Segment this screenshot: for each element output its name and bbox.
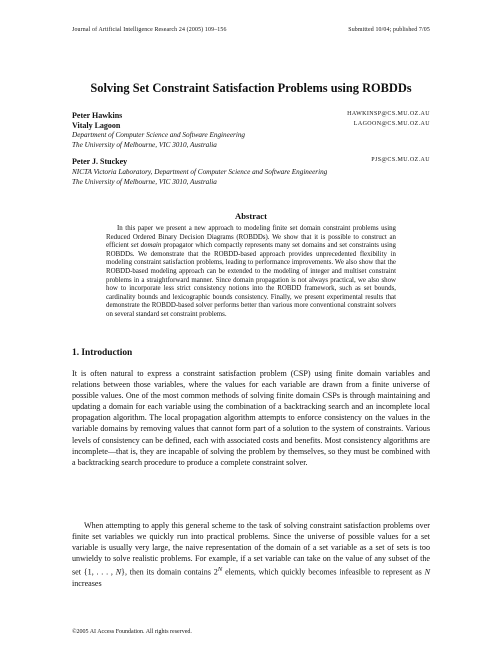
author-name: Peter Hawkins bbox=[72, 111, 123, 120]
author-email: HAWKINSP@CS.MU.OZ.AU bbox=[347, 111, 430, 117]
author-name: Peter J. Stuckey bbox=[72, 157, 128, 166]
affiliation-1-line-1: Department of Computer Science and Software Engineering bbox=[72, 131, 246, 139]
author-3 bbox=[72, 157, 430, 166]
author-name: Vitaly Lagoon bbox=[72, 121, 121, 130]
affiliation-2-line-1: NICTA Victoria Laboratory, Department of Computer Science and Software Engineering bbox=[72, 168, 328, 176]
author-email: LAGOON@CS.MU.OZ.AU bbox=[353, 121, 430, 127]
author-1 bbox=[72, 111, 430, 120]
section-heading: 1. Introduction bbox=[72, 348, 133, 358]
affiliation-2-line-2: The University of Melbourne, VIC 3010, Australia bbox=[72, 178, 217, 186]
abstract-heading: Abstract bbox=[235, 211, 267, 221]
copyright-footer: ©2005 AI Access Foundation. All rights reserved. bbox=[72, 629, 192, 635]
author-email: PJS@CS.MU.OZ.AU bbox=[371, 157, 430, 163]
paragraph-2: When attempting to apply this general scheme to the task of solving constraint satisfaction problems over finite set variables we quickly run into practical problems. Since the universe of possible values for a set variable is usually very large, the naive representation of the domain of a set variable as a set of sets is too unwieldy to solve realistic problems. For example, if a set variable can take on the value of any subset of the set {1, . . . , N}, then its domain contains $2^N$ elements, which quickly becomes infeasible to represent as N increases bbox=[72, 521, 431, 589]
journal-citation: Journal of Artificial Intelligence Research 24 (2005) 109–156 bbox=[72, 27, 227, 33]
abstract-text: In this paper we present a new approach to modeling finite set domain constraint problems using Reduced Ordered Binary Decision Diagrams (ROBDDs). We show that it is possible to construct an efficient set domain propagator which compactly represents many set domains and set constraints using ROBDDs. We demonstrate that the ROBDD-based approach provides unprecedented flexibility in modeling constraint satisfaction problems, leading to performance improvements. We also show that the ROBDD-based modeling approach can be extended to the modeling of integer and multiset constraint problems in a straightforward manner. Since domain propagation is not always practical, we also show how to incorporate less strict consistency notions into the ROBDD framework, such as set bounds, cardinality bounds and lexicographic bounds consistency. Finally, we present experimental results that demonstrate the ROBDD-based solver performs better than various more conventional constraint solvers on several standard set constraint problems. bbox=[106, 225, 396, 318]
author-2 bbox=[72, 121, 430, 130]
paper-title: Solving Set Constraint Satisfaction Problems using ROBDDs bbox=[90, 81, 412, 95]
submission-dates: Submitted 10/04; published 7/05 bbox=[348, 27, 430, 33]
paragraph-1: It is often natural to express a constraint satisfaction problem (CSP) using finite domain variables and relations between those variables, where the values for each variable are drawn from a finite universe of possible values. One of the most common methods of solving finite domain CSPs is through maintaining and updating a domain for each variable using the combination of a backtracking search and an incomplete local propagation algorithm. The local propagation algorithm attempts to enforce consistency on the values in the variable domains by removing values that cannot form part of a solution to the system of constraints. Various levels of consistency can be defined, each with associated costs and benefits. Most consistency algorithms are incomplete—that is, they are incapable of solving the problem by themselves, so they must be combined with a backtracking search procedure to produce a complete constraint solver. bbox=[72, 369, 430, 467]
affiliation-1-line-2: The University of Melbourne, VIC 3010, Australia bbox=[72, 141, 217, 149]
